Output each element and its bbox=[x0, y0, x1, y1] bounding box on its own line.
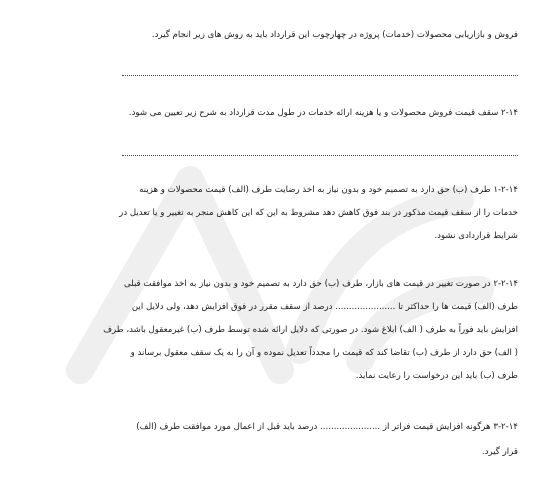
clause-14-2-3-line-1: ۳-۲-۱۴ هرگونه افزایش قیمت فراتر از ...................... درصد باید قبل از اعمال مورد موافقت طرف (الف) bbox=[136, 422, 518, 432]
clause-14-2-3-line-2: قرار گیرد. bbox=[481, 447, 518, 457]
clause-14-2-2-line-1: ۲-۲-۱۴ در صورت تغییر در قیمت های بازار، طرف (ب) حق دارد به تصمیم خود و بدون نیاز به اخذ موافقت قبلی bbox=[123, 279, 518, 289]
clause-14-2-2-line-4: ( الف) حق دارد از طرف (ب) تقاضا کند که قیمت را مجدداً تعدیل نموده و آن را به یک سقف معقول برساند و bbox=[130, 348, 518, 358]
clause-14-2-1-line-1: ۱-۲-۱۴ طرف (ب) حق دارد به تصمیم خود و بدون نیاز به اخذ رضایت طرف (الف) قیمت محصولات و هزینه bbox=[139, 185, 518, 195]
paragraph-line-1: فروش و بازاریابی محصولات (خدمات) پروژه در چهارچوب این قرارداد باید به روش های زیر انجام گیرد. bbox=[151, 30, 518, 40]
cut-off-text bbox=[318, 0, 518, 4]
clause-14-2-2-line-3: افزایش باید فوراً به طرف ( الف) ابلاغ شود. در صورتی که دلایل ارائه شده توسط طرف (ب) غیرمعقول باشد، طرف bbox=[103, 325, 518, 335]
fill-in-blank-line-1[interactable] bbox=[122, 75, 518, 76]
clause-14-2-1-line-2: خدمات را از سقف قیمت مذکور در بند فوق کاهش دهد مشروط به این که این کاهش منجر به تغییر و یا تعدیل در bbox=[119, 208, 518, 218]
fill-in-blank-line-2[interactable] bbox=[122, 155, 518, 156]
clause-14-2-1-line-3: شرایط قراردادی نشود. bbox=[434, 231, 518, 241]
clause-14-2-2-line-2: طرف (الف) قیمت ها را حداکثر تا ...................... درصد از سقف مقرر در فوق افزایش دهد، ولی دلایل این bbox=[131, 302, 518, 312]
clause-14-2-2-line-5: طرف (ب) باید این درخواست را رعایت نماید. bbox=[355, 371, 518, 381]
clause-heading-14-2: ۲-۱۴ سقف قیمت فروش محصولات و یا هزینه ارائه خدمات در طول مدت قرارداد به شرح زیر تعیین می شود. bbox=[128, 108, 518, 118]
